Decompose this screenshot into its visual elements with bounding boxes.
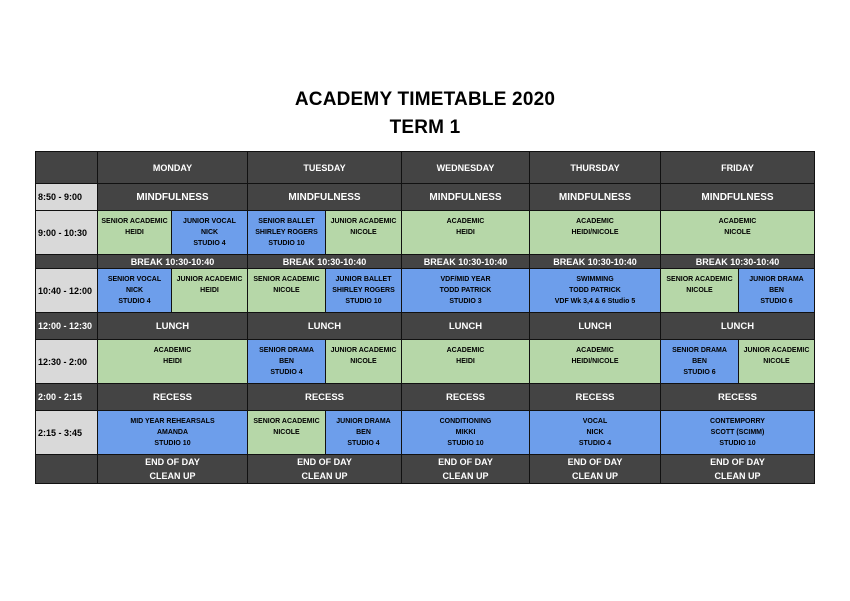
class-teacher: TODD PATRICK	[439, 287, 492, 294]
recess-cell: RECESS	[661, 384, 815, 411]
end-of-day-label: END OF DAY	[297, 457, 352, 467]
class-name: JUNIOR DRAMA	[336, 418, 391, 425]
class-teacher: SHIRLEY ROGERS	[332, 287, 395, 294]
class-name: JUNIOR VOCAL	[183, 218, 236, 225]
lunch-cell: LUNCH	[402, 313, 530, 340]
time-slot: 10:40 - 12:00	[36, 269, 98, 313]
lunch-cell: LUNCH	[661, 313, 815, 340]
time-slot: 12:30 - 2:00	[36, 340, 98, 384]
recess-cell: RECESS	[402, 384, 530, 411]
eod-spacer	[36, 455, 98, 484]
class-name: JUNIOR ACADEMIC	[330, 218, 397, 225]
clean-up-label: CLEAN UP	[149, 471, 196, 481]
class-cell	[661, 269, 739, 313]
class-room: STUDIO 10	[268, 240, 305, 247]
time-slot: 12:00 - 12:30	[36, 313, 98, 340]
class-cell	[530, 269, 661, 313]
class-name: CONTEMPORRY	[710, 418, 765, 425]
class-teacher: BEN	[356, 429, 371, 436]
class-room: STUDIO 4	[270, 369, 303, 376]
class-room: STUDIO 4	[578, 440, 612, 447]
class-cell	[739, 269, 815, 313]
class-teacher: NICOLE	[724, 229, 751, 236]
corner-cell	[36, 152, 98, 184]
class-room: STUDIO 6	[760, 298, 793, 305]
time-slot: 2:00 - 2:15	[36, 384, 98, 411]
class-teacher: BEN	[692, 358, 707, 365]
class-cell	[172, 269, 248, 313]
break-cell: BREAK 10:30-10:40	[661, 255, 815, 269]
class-name: SENIOR ACADEMIC	[101, 218, 168, 225]
end-of-day-label: END OF DAY	[438, 457, 493, 467]
class-room: STUDIO 10	[154, 440, 191, 447]
class-name: CONDITIONING	[439, 418, 492, 425]
class-name: MID YEAR REHEARSALS	[130, 418, 215, 425]
class-cell	[248, 340, 326, 384]
class-name: ACADEMIC	[153, 347, 192, 354]
timetable	[35, 151, 815, 484]
class-cell	[98, 269, 172, 313]
day-header-monday: MONDAY	[98, 152, 248, 184]
class-name: ACADEMIC	[576, 347, 614, 354]
class-name: SENIOR DRAMA	[259, 347, 314, 354]
class-teacher: NICOLE	[350, 358, 377, 365]
class-cell	[402, 411, 530, 455]
day-header-wednesday: WEDNESDAY	[402, 152, 530, 184]
day-header-friday: FRIDAY	[661, 152, 815, 184]
clean-up-label: CLEAN UP	[571, 471, 618, 481]
class-teacher: HEIDI	[456, 358, 475, 365]
clean-up-label: CLEAN UP	[442, 471, 489, 481]
class-room: STUDIO 4	[347, 440, 380, 447]
class-cell	[661, 340, 739, 384]
end-of-day-cell	[248, 455, 402, 484]
lunch-cell: LUNCH	[530, 313, 661, 340]
class-teacher: TODD PATRICK	[569, 287, 621, 294]
class-cell	[661, 211, 815, 255]
class-teacher: NICOLE	[273, 429, 300, 436]
class-teacher: HEIDI/NICOLE	[571, 358, 619, 365]
class-room: STUDIO 10	[345, 298, 382, 305]
class-teacher: SHIRLEY ROGERS	[255, 229, 318, 236]
class-teacher: NICOLE	[350, 229, 377, 236]
page-subtitle: TERM 1	[389, 117, 461, 138]
class-name: JUNIOR ACADEMIC	[176, 276, 243, 283]
class-name: SENIOR ACADEMIC	[253, 276, 320, 283]
class-room: STUDIO 4	[193, 240, 226, 247]
class-name: SENIOR ACADEMIC	[666, 276, 733, 283]
class-teacher: NICOLE	[686, 287, 713, 294]
day-header-thursday: THURSDAY	[530, 152, 661, 184]
class-cell	[98, 211, 172, 255]
mindfulness-cell: MINDFULNESS	[661, 184, 815, 211]
class-name: VOCAL	[582, 418, 608, 425]
class-name: VDF/MID YEAR	[440, 276, 491, 283]
class-teacher: AMANDA	[156, 429, 189, 436]
class-room: STUDIO 10	[447, 440, 484, 447]
end-of-day-cell	[530, 455, 661, 484]
class-teacher: HEIDI	[163, 358, 182, 365]
class-room: STUDIO 3	[449, 298, 482, 305]
class-teacher: HEIDI	[125, 229, 144, 236]
class-cell	[98, 411, 248, 455]
class-name: JUNIOR BALLET	[335, 276, 392, 283]
class-name: SENIOR ACADEMIC	[253, 418, 320, 425]
class-cell	[402, 269, 530, 313]
end-of-day-cell	[661, 455, 815, 484]
class-cell	[402, 340, 530, 384]
class-cell	[402, 211, 530, 255]
class-cell	[739, 340, 815, 384]
class-cell	[530, 340, 661, 384]
class-teacher: HEIDI/NICOLE	[571, 229, 619, 236]
class-teacher: NICK	[586, 429, 604, 436]
class-name: ACADEMIC	[576, 218, 614, 225]
break-cell: BREAK 10:30-10:40	[402, 255, 530, 269]
class-cell	[248, 269, 326, 313]
class-cell	[172, 211, 248, 255]
break-spacer	[36, 255, 98, 269]
class-name: SENIOR DRAMA	[672, 347, 727, 354]
class-room: STUDIO 10	[719, 440, 756, 447]
class-teacher: BEN	[769, 287, 784, 294]
lunch-cell: LUNCH	[248, 313, 402, 340]
class-cell	[248, 211, 326, 255]
mindfulness-cell: MINDFULNESS	[248, 184, 402, 211]
class-name: JUNIOR DRAMA	[749, 276, 804, 283]
class-teacher: NICK	[125, 287, 144, 294]
mindfulness-cell: MINDFULNESS	[530, 184, 661, 211]
class-room: VDF Wk 3,4 & 6 Studio 5	[554, 298, 636, 305]
class-cell	[530, 411, 661, 455]
class-teacher: BEN	[279, 358, 294, 365]
end-of-day-cell	[98, 455, 248, 484]
class-name: JUNIOR ACADEMIC	[330, 347, 397, 354]
page-title: ACADEMY TIMETABLE 2020	[294, 89, 556, 110]
day-header-tuesday: TUESDAY	[248, 152, 402, 184]
end-of-day-label: END OF DAY	[145, 457, 200, 467]
end-of-day-label: END OF DAY	[710, 457, 765, 467]
lunch-cell: LUNCH	[98, 313, 248, 340]
time-slot: 2:15 - 3:45	[36, 411, 98, 455]
class-cell	[661, 411, 815, 455]
class-cell	[326, 269, 402, 313]
class-teacher: HEIDI	[456, 229, 475, 236]
class-name: ACADEMIC	[446, 218, 485, 225]
class-name: ACADEMIC	[718, 218, 757, 225]
class-teacher: NICOLE	[763, 358, 790, 365]
class-cell	[326, 340, 402, 384]
class-teacher: HEIDI	[200, 287, 219, 294]
mindfulness-cell: MINDFULNESS	[402, 184, 530, 211]
class-teacher: NICOLE	[273, 287, 300, 294]
class-cell	[326, 411, 402, 455]
clean-up-label: CLEAN UP	[301, 471, 348, 481]
class-name: SENIOR VOCAL	[107, 276, 162, 283]
class-name: ACADEMIC	[446, 347, 485, 354]
end-of-day-cell	[402, 455, 530, 484]
class-cell	[326, 211, 402, 255]
break-cell: BREAK 10:30-10:40	[98, 255, 248, 269]
class-cell	[530, 211, 661, 255]
time-slot: 9:00 - 10:30	[36, 211, 98, 255]
class-teacher: SCOTT (SCIMM)	[710, 429, 765, 436]
class-name: SENIOR BALLET	[258, 218, 315, 225]
class-name: JUNIOR ACADEMIC	[743, 347, 810, 354]
recess-cell: RECESS	[248, 384, 402, 411]
class-cell	[98, 340, 248, 384]
time-slot: 8:50 - 9:00	[36, 184, 98, 211]
mindfulness-cell: MINDFULNESS	[98, 184, 248, 211]
class-room: STUDIO 4	[118, 298, 151, 305]
recess-cell: RECESS	[98, 384, 248, 411]
class-room: STUDIO 6	[683, 369, 716, 376]
end-of-day-label: END OF DAY	[567, 457, 623, 467]
class-teacher: MIKKI	[455, 429, 476, 436]
break-cell: BREAK 10:30-10:40	[248, 255, 402, 269]
class-teacher: NICK	[200, 229, 219, 236]
clean-up-label: CLEAN UP	[714, 471, 761, 481]
class-name: SWIMMING	[576, 276, 614, 283]
recess-cell: RECESS	[530, 384, 661, 411]
break-cell: BREAK 10:30-10:40	[530, 255, 661, 269]
class-cell	[248, 411, 326, 455]
